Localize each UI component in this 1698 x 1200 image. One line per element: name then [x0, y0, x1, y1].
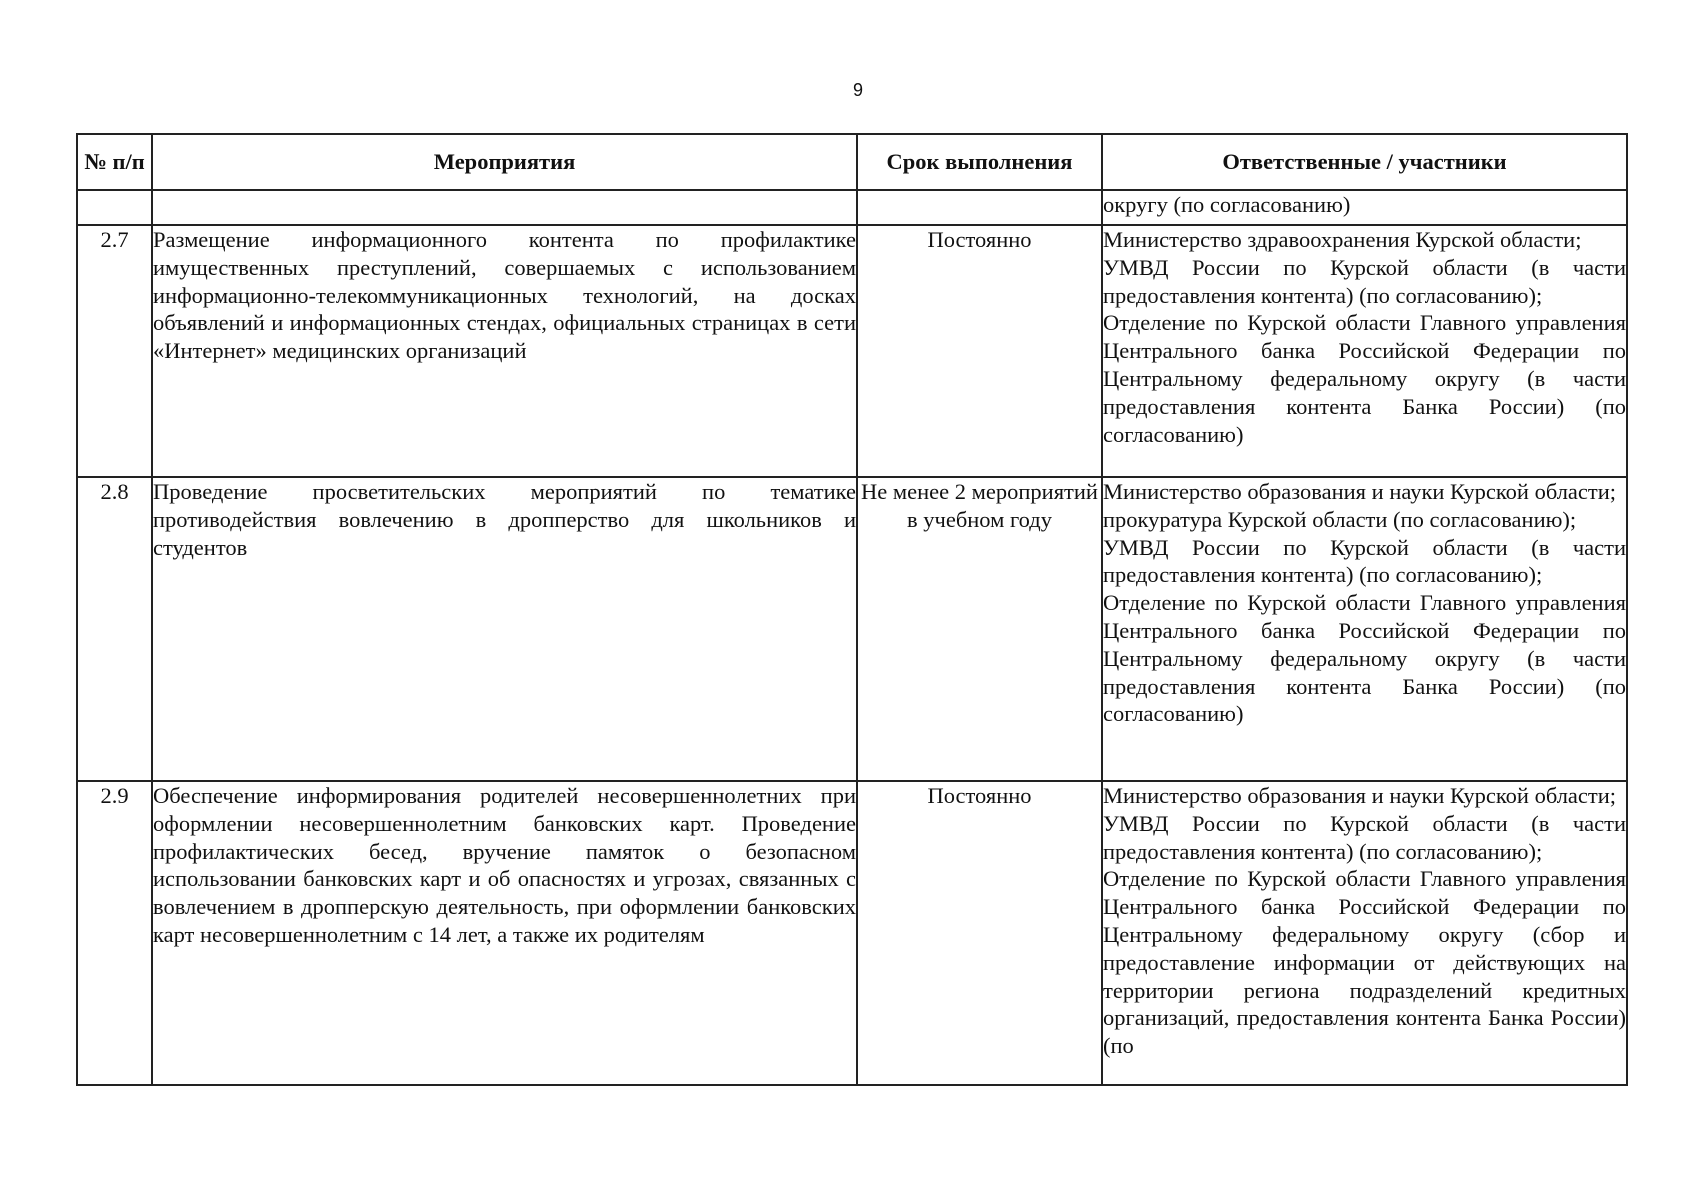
- header-term: Срок выполнения: [857, 134, 1102, 190]
- page-number: 9: [852, 80, 863, 100]
- cell-event: Размещение информационного контента по профилактике имущественных преступлений, совершаемых с использованием информационно-телекоммуникационных технологий, на досках объявлений и информационных стендах, официальных страницах в сети «Интернет» медицинских организаций: [152, 225, 857, 477]
- cell-responsible: [1102, 781, 1627, 1085]
- responsible-line: Отделение по Курской области Главного управления Центрального банка Российской Федерации по Центральному федеральному округу (сбор и предоставление информации от действующих на территории региона подразделений кредитных организаций, предоставления контента Банка России) (по: [1103, 866, 1626, 1059]
- table-row: [77, 225, 1627, 477]
- responsible-line: УМВД России по Курской области (в части предоставления контента) (по согласованию);: [1103, 810, 1626, 864]
- responsible-line: Министерство здравоохранения Курской области;: [1103, 227, 1582, 252]
- responsible-line: УМВД России по Курской области (в части предоставления контента) (по согласованию);: [1103, 534, 1626, 588]
- cell-responsible: округу (по согласованию): [1102, 190, 1627, 225]
- responsible-line: Министерство образования и науки Курской области;: [1103, 479, 1617, 504]
- responsible-line: Отделение по Курской области Главного управления Центрального банка Российской Федерации по Центральному федеральному округу (в части предоставления контента Банка России) (по согласованию): [1103, 590, 1626, 727]
- header-num: № п/п: [77, 134, 152, 190]
- table-row: [77, 781, 1627, 1085]
- cell-num: 2.8: [77, 477, 152, 781]
- header-events: Мероприятия: [152, 134, 857, 190]
- cell-num: [77, 190, 152, 225]
- table-header-row: [77, 134, 1627, 190]
- measures-table: [76, 133, 1628, 1086]
- cell-responsible: [1102, 225, 1627, 477]
- responsible-line: УМВД России по Курской области (в части предоставления контента) (по согласованию);: [1103, 254, 1626, 308]
- cell-event: Проведение просветительских мероприятий по тематике противодействия вовлечению в дропперство для школьников и студентов: [152, 477, 857, 781]
- responsible-line: Министерство образования и науки Курской области;: [1103, 783, 1617, 808]
- table-row-continuation: [77, 190, 1627, 225]
- cell-num: 2.9: [77, 781, 152, 1085]
- cell-term: Постоянно: [857, 781, 1102, 1085]
- cell-term: [857, 190, 1102, 225]
- cell-event: Обеспечение информирования родителей несовершеннолетних при оформлении несовершеннолетним банковских карт. Проведение профилактических бесед, вручение памяток о безопасном использовании банковских карт и об опасностях и угрозах, связанных с вовлечением в дропперскую деятельность, при оформлении банковских карт несовершеннолетним с 14 лет, а также их родителям: [152, 781, 857, 1085]
- cell-num: 2.7: [77, 225, 152, 477]
- header-responsible: Ответственные / участники: [1102, 134, 1627, 190]
- cell-event: [152, 190, 857, 225]
- responsible-clip: [1103, 782, 1626, 1084]
- cell-responsible: [1102, 477, 1627, 781]
- cell-term: Не менее 2 мероприятий в учебном году: [857, 477, 1102, 781]
- responsible-line: прокуратура Курской области (по согласованию);: [1103, 506, 1577, 532]
- responsible-line: Отделение по Курской области Главного управления Центрального банка Российской Федерации по Центральному федеральному округу (в части предоставления контента Банка России) (по согласованию): [1103, 310, 1626, 447]
- cell-term: Постоянно: [857, 225, 1102, 477]
- table-row: [77, 477, 1627, 781]
